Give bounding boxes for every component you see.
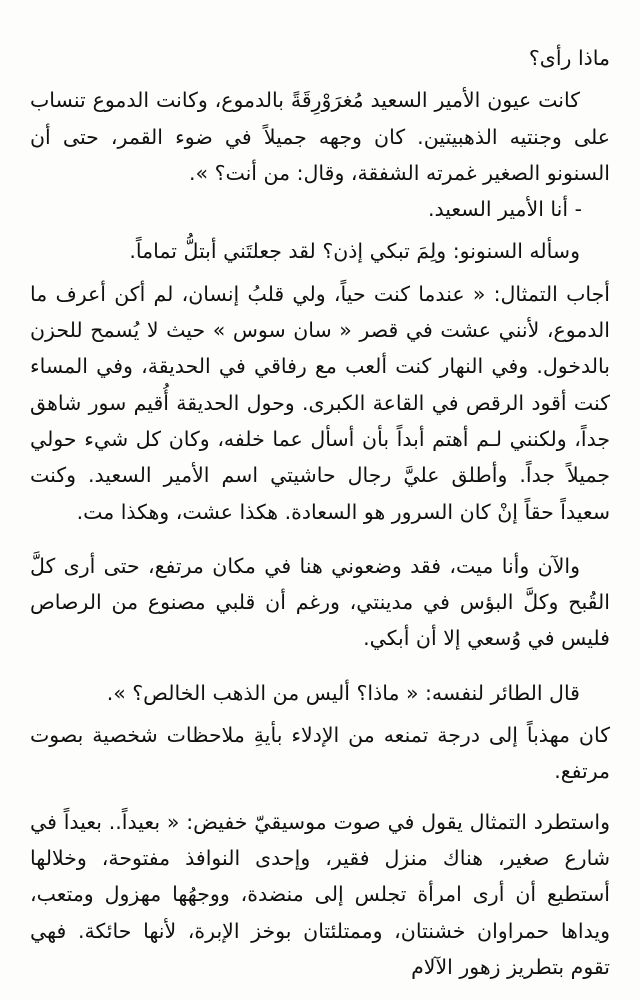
paragraph-prince-reply: - أنا الأمير السعيد. <box>427 197 582 222</box>
arabic-text-body <box>30 40 610 985</box>
paragraph-polite: كان مهذباً إلى درجة تمنعه من الإدلاء بأيةِ ملاحظات شخصية بصوت مرتفع. <box>30 723 610 784</box>
paragraph-swallow-question: وسأله السنونو: ولِمَ تبكي إذن؟ لقد جعلتَني أبتلُّ تماماً. <box>129 239 580 264</box>
paragraph-statue-answer: أجاب التمثال: « عندما كنت حياً، ولي قلبُ إنسان، لم أكن أعرف ما الدموع، لأنني عشت في قصر « سان سوس » حيث لا يُسمح للحزن بالدخول. وفي النهار كنت ألعب مع رفاقي في الحديقة، وفي المساء كنت أقود الرقص في القاعة الكبرى. وحول الحديقة أُقيم سور شاهق جداً، ولكنني لـم أهتم أبداً بأن أسأل عما خلفه، وكان كل شيء حولي جميلاً جداً. وأطلق عليَّ رجال حاشيتي اسم الأمير السعيد. وكنت سعيداً حقاً إنْ كان السرور هو السعادة. هكذا عشت، وهكذا مت. <box>30 281 610 524</box>
paragraph-bird-thought: قال الطائر لنفسه: « ماذا؟ أليس من الذهب الخالص؟ ». <box>106 680 580 705</box>
paragraph-prince-tears: كانت عيون الأمير السعيد مُغرَوْرِقَةً بالدموع، وكانت الدموع تنساب على وجنتيه الذهبيتين. كان وجهه جميلاً في ضوء القمر، حتى أن السنونو الصغير غمرته الشفقة، وقال: من أنت؟ ». <box>30 88 610 185</box>
paragraph-statue-continues: واستطرد التمثال يقول في صوت موسيقيّ خفيض: « بعيداً.. بعيداً في شارع صغير، هناك منزل فقير، وإحدى النوافذ مفتوحة، وخلالها أستطيع أن أرى امرأة تجلس إلى منضدة، ووجهُها مهزول ومتعب، ويداها حمراوان خشنتان، وممتلئتان بوخز الإبرة، لأنها حائكة. فهي تقوم بتطريز زهور الآلام <box>30 809 610 979</box>
paragraph-now-dead: والآن وأنا ميت، فقد وضعوني هنا في مكان مرتفع، حتى أرى كلَّ القُبح وكلَّ البؤس في مدينتي، ورغم أن قلبي مصنوع من الرصاص فليس في وُسعي إلا أن أبكي. <box>30 553 610 651</box>
paragraph-question: ماذا رأى؟ <box>528 46 610 70</box>
